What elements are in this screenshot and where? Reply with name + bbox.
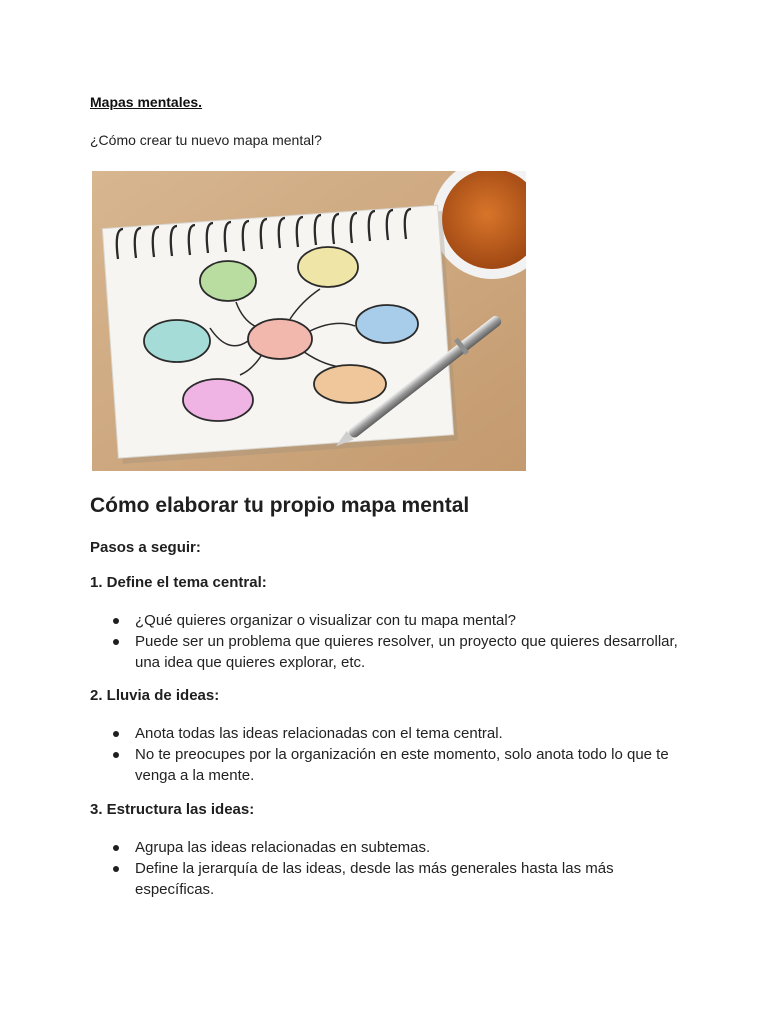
bullet-text: No te preocupes por la organización en este momento, solo anota todo lo que te venga a la mente. [135, 746, 669, 784]
bullet-dot-icon [113, 866, 119, 872]
bullet-dot-icon [113, 845, 119, 851]
bullet-list [135, 837, 690, 900]
node-orange [314, 365, 386, 403]
bullet-item [135, 858, 690, 900]
step-title: 2. Lluvia de ideas: [90, 687, 220, 704]
bullet-dot-icon [113, 618, 119, 624]
step-title: 1. Define el tema central: [90, 574, 267, 591]
bullet-text: Agrupa las ideas relacionadas en subtemas. [135, 839, 431, 856]
step-title: 3. Estructura las ideas: [90, 801, 255, 818]
center-node [248, 319, 312, 359]
step-3 [90, 801, 690, 898]
document-subtitle: ¿Cómo crear tu nuevo mapa mental? [90, 132, 322, 148]
bullet-dot-icon [113, 639, 119, 645]
bullet-text: Define la jerarquía de las ideas, desde las más generales hasta las más específicas. [135, 860, 614, 898]
bullet-text: Puede ser un problema que quieres resolver, un proyecto que quieres desarrollar, una idea que quieres explorar, etc. [135, 633, 678, 671]
bullet-item [135, 723, 690, 744]
bullet-list [135, 610, 690, 673]
bullet-text: ¿Qué quieres organizar o visualizar con tu mapa mental? [135, 612, 517, 629]
node-pink [183, 379, 253, 421]
node-cyan [144, 320, 210, 362]
bullet-item [135, 610, 690, 631]
step-2 [90, 687, 690, 784]
mind-map-notebook-image [92, 171, 526, 471]
bullet-item [135, 631, 690, 673]
bullet-text: Anota todas las ideas relacionadas con el tema central. [135, 725, 503, 742]
steps-label: Pasos a seguir: [90, 539, 201, 556]
bullet-item [135, 837, 690, 858]
node-blue [356, 305, 418, 343]
step-1 [90, 574, 690, 671]
node-green [200, 261, 256, 301]
document-title: Mapas mentales. [90, 94, 203, 110]
node-yellow [298, 247, 358, 287]
bullet-dot-icon [113, 731, 119, 737]
section-heading: Cómo elaborar tu propio mapa mental [90, 494, 470, 517]
bullet-list [135, 723, 690, 786]
bullet-item [135, 744, 690, 786]
bullet-dot-icon [113, 752, 119, 758]
